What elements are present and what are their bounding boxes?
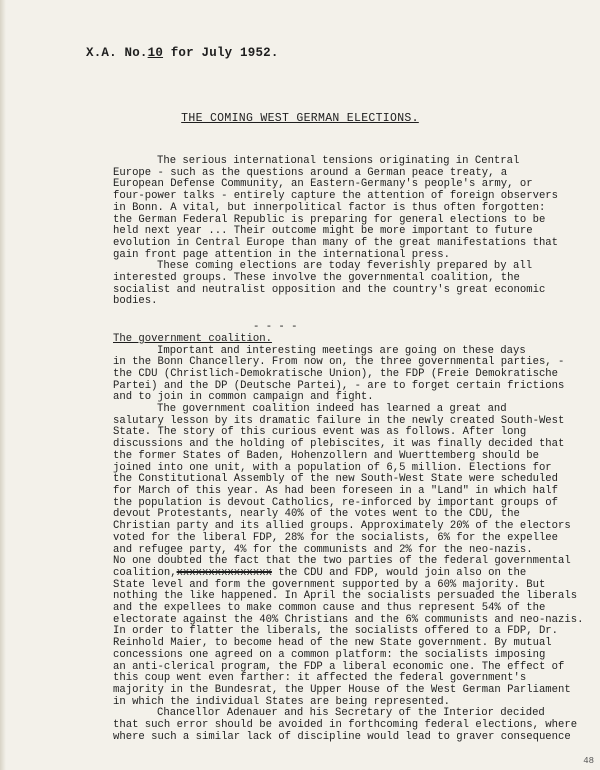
struck-text: xxxxxxxxxxxxxxx bbox=[176, 566, 272, 579]
ref-prefix: X.A. No. bbox=[86, 46, 148, 60]
text-line: bodies. bbox=[113, 295, 158, 308]
reference-line bbox=[86, 46, 279, 60]
text-line: held next year ... Their outcome might be more important to future bbox=[113, 225, 533, 238]
text-line: an anti-clerical program, the FDP a liberal economic one. The effect of bbox=[113, 660, 565, 673]
text-line: for March of this year. As had been foreseen in a "Land" in which half bbox=[113, 484, 559, 497]
text-line: the German Federal Republic is preparing for general elections to be bbox=[113, 213, 546, 226]
text-line: the Constitutional Assembly of the new South-West State were scheduled bbox=[113, 473, 559, 486]
page-mark: 48 bbox=[583, 756, 594, 766]
text-line: and to join in common campaign and fight. bbox=[113, 391, 374, 404]
text-line: voted for the liberal FDP, 28% for the socialists, 6% for the expellee bbox=[113, 531, 559, 544]
text-line: No one doubted the fact that the two parties of the federal governmental bbox=[113, 555, 571, 568]
text-line: In order to flatter the liberals, the socialists offered to a FDP, Dr. bbox=[113, 625, 559, 638]
text-line: in the Bonn Chancellery. From now on, the three governmental parties, - bbox=[113, 356, 565, 369]
section-separator: - - - - bbox=[253, 321, 298, 334]
text-line: that such error should be avoided in forthcoming federal elections, where bbox=[113, 719, 578, 732]
paragraph-2 bbox=[113, 261, 595, 308]
text-line: discussions and the holding of plebiscites, it was finally decided that bbox=[113, 438, 565, 451]
ref-suffix: for July 1952. bbox=[163, 46, 279, 60]
document-body bbox=[113, 156, 595, 743]
text-line: nothing the like happened. In April the socialists persuaded the liberals bbox=[113, 590, 578, 603]
coalition-word: coalition, bbox=[113, 566, 177, 579]
text-line: the former States of Baden, Hohenzollern and Wuerttemberg should be bbox=[113, 449, 539, 462]
text-line: joined into one unit, with a population of 6,5 million. Elections for bbox=[113, 461, 552, 474]
text-line: and refugee party, 4% for the communists and 2% for the neo-nazis. bbox=[113, 543, 533, 556]
text-line: State. The story of this curious event was as follows. After long bbox=[113, 426, 527, 439]
text-line: Europe - such as the questions around a German peace treaty, a bbox=[113, 166, 508, 179]
text-line: The government coalition indeed has learned a great and bbox=[157, 403, 507, 416]
line-continuation: the CDU and FDP, would join also on the bbox=[278, 566, 527, 579]
paragraph-3 bbox=[113, 346, 595, 405]
paragraph-4 bbox=[113, 404, 595, 708]
text-line: this coup went even farther: it affected the federal government's bbox=[113, 672, 527, 685]
paragraph-1 bbox=[113, 156, 595, 261]
paragraph-5 bbox=[113, 708, 595, 743]
ref-number: 10 bbox=[147, 46, 164, 60]
text-line: The serious international tensions originating in Central bbox=[157, 155, 520, 167]
text-line: devout Protestants, nearly 40% of the votes went to the CDU, the bbox=[113, 508, 520, 521]
text-line: the CDU (Christlich-Demokratische Union), the FDP (Freie Demokratische bbox=[113, 367, 559, 380]
text-line: evolution in Central Europe than many of the great manifestations that bbox=[113, 236, 559, 249]
text-line: Reinhold Maier, to become head of the new State government. By mutual bbox=[113, 637, 552, 650]
text-line: in which the individual States are being represented. bbox=[113, 695, 450, 708]
text-line: where such a similar lack of discipline would lead to graver consequence bbox=[113, 730, 571, 743]
text-line: These coming elections are today feverishly prepared by all bbox=[157, 260, 533, 273]
text-line bbox=[113, 568, 595, 580]
text-line: Partei) and the DP (Deutsche Partei), - are to forget certain frictions bbox=[113, 379, 565, 392]
text-line: State level and form the government supported by a 60% majority. But bbox=[113, 578, 546, 591]
text-line: in Bonn. A vital, but innerpolitical factor is thus often forgotten: bbox=[113, 201, 546, 214]
text-line: concessions one agreed on a common platform: the socialists imposing bbox=[113, 648, 546, 661]
text-line: socialist and neutralist opposition and the country's great economic bbox=[113, 283, 546, 296]
text-line: and the expellees to make common cause and thus represent 54% of the bbox=[113, 602, 546, 615]
text-line: gain front page attention in the international press. bbox=[113, 248, 450, 261]
text-line: European Defense Community, an Eastern-Germany's people's army, or bbox=[113, 178, 533, 191]
document-title: THE COMING WEST GERMAN ELECTIONS. bbox=[181, 112, 419, 125]
text-line: four-power talks - entirely capture the attention of foreign observers bbox=[113, 190, 559, 203]
text-line: the population is devout Catholics, re-inforced by important groups of bbox=[113, 496, 559, 509]
text-line: interested groups. These involve the governmental coalition, the bbox=[113, 272, 520, 285]
section-heading: The government coalition. bbox=[113, 332, 272, 345]
text-line: majority in the Bundesrat, the Upper House of the West German Parliament bbox=[113, 683, 571, 696]
text-line: Christian party and its allied groups. Approximately 20% of the electors bbox=[113, 520, 571, 533]
text-line: salutary lesson by its dramatic failure in the newly created South-West bbox=[113, 414, 565, 427]
text-line: Chancellor Adenauer and his Secretary of the Interior decided bbox=[157, 707, 545, 720]
text-line: Important and interesting meetings are going on these days bbox=[157, 344, 526, 357]
text-line: electorate against the 40% Christians and the 6% communists and neo-nazis. bbox=[113, 613, 584, 626]
